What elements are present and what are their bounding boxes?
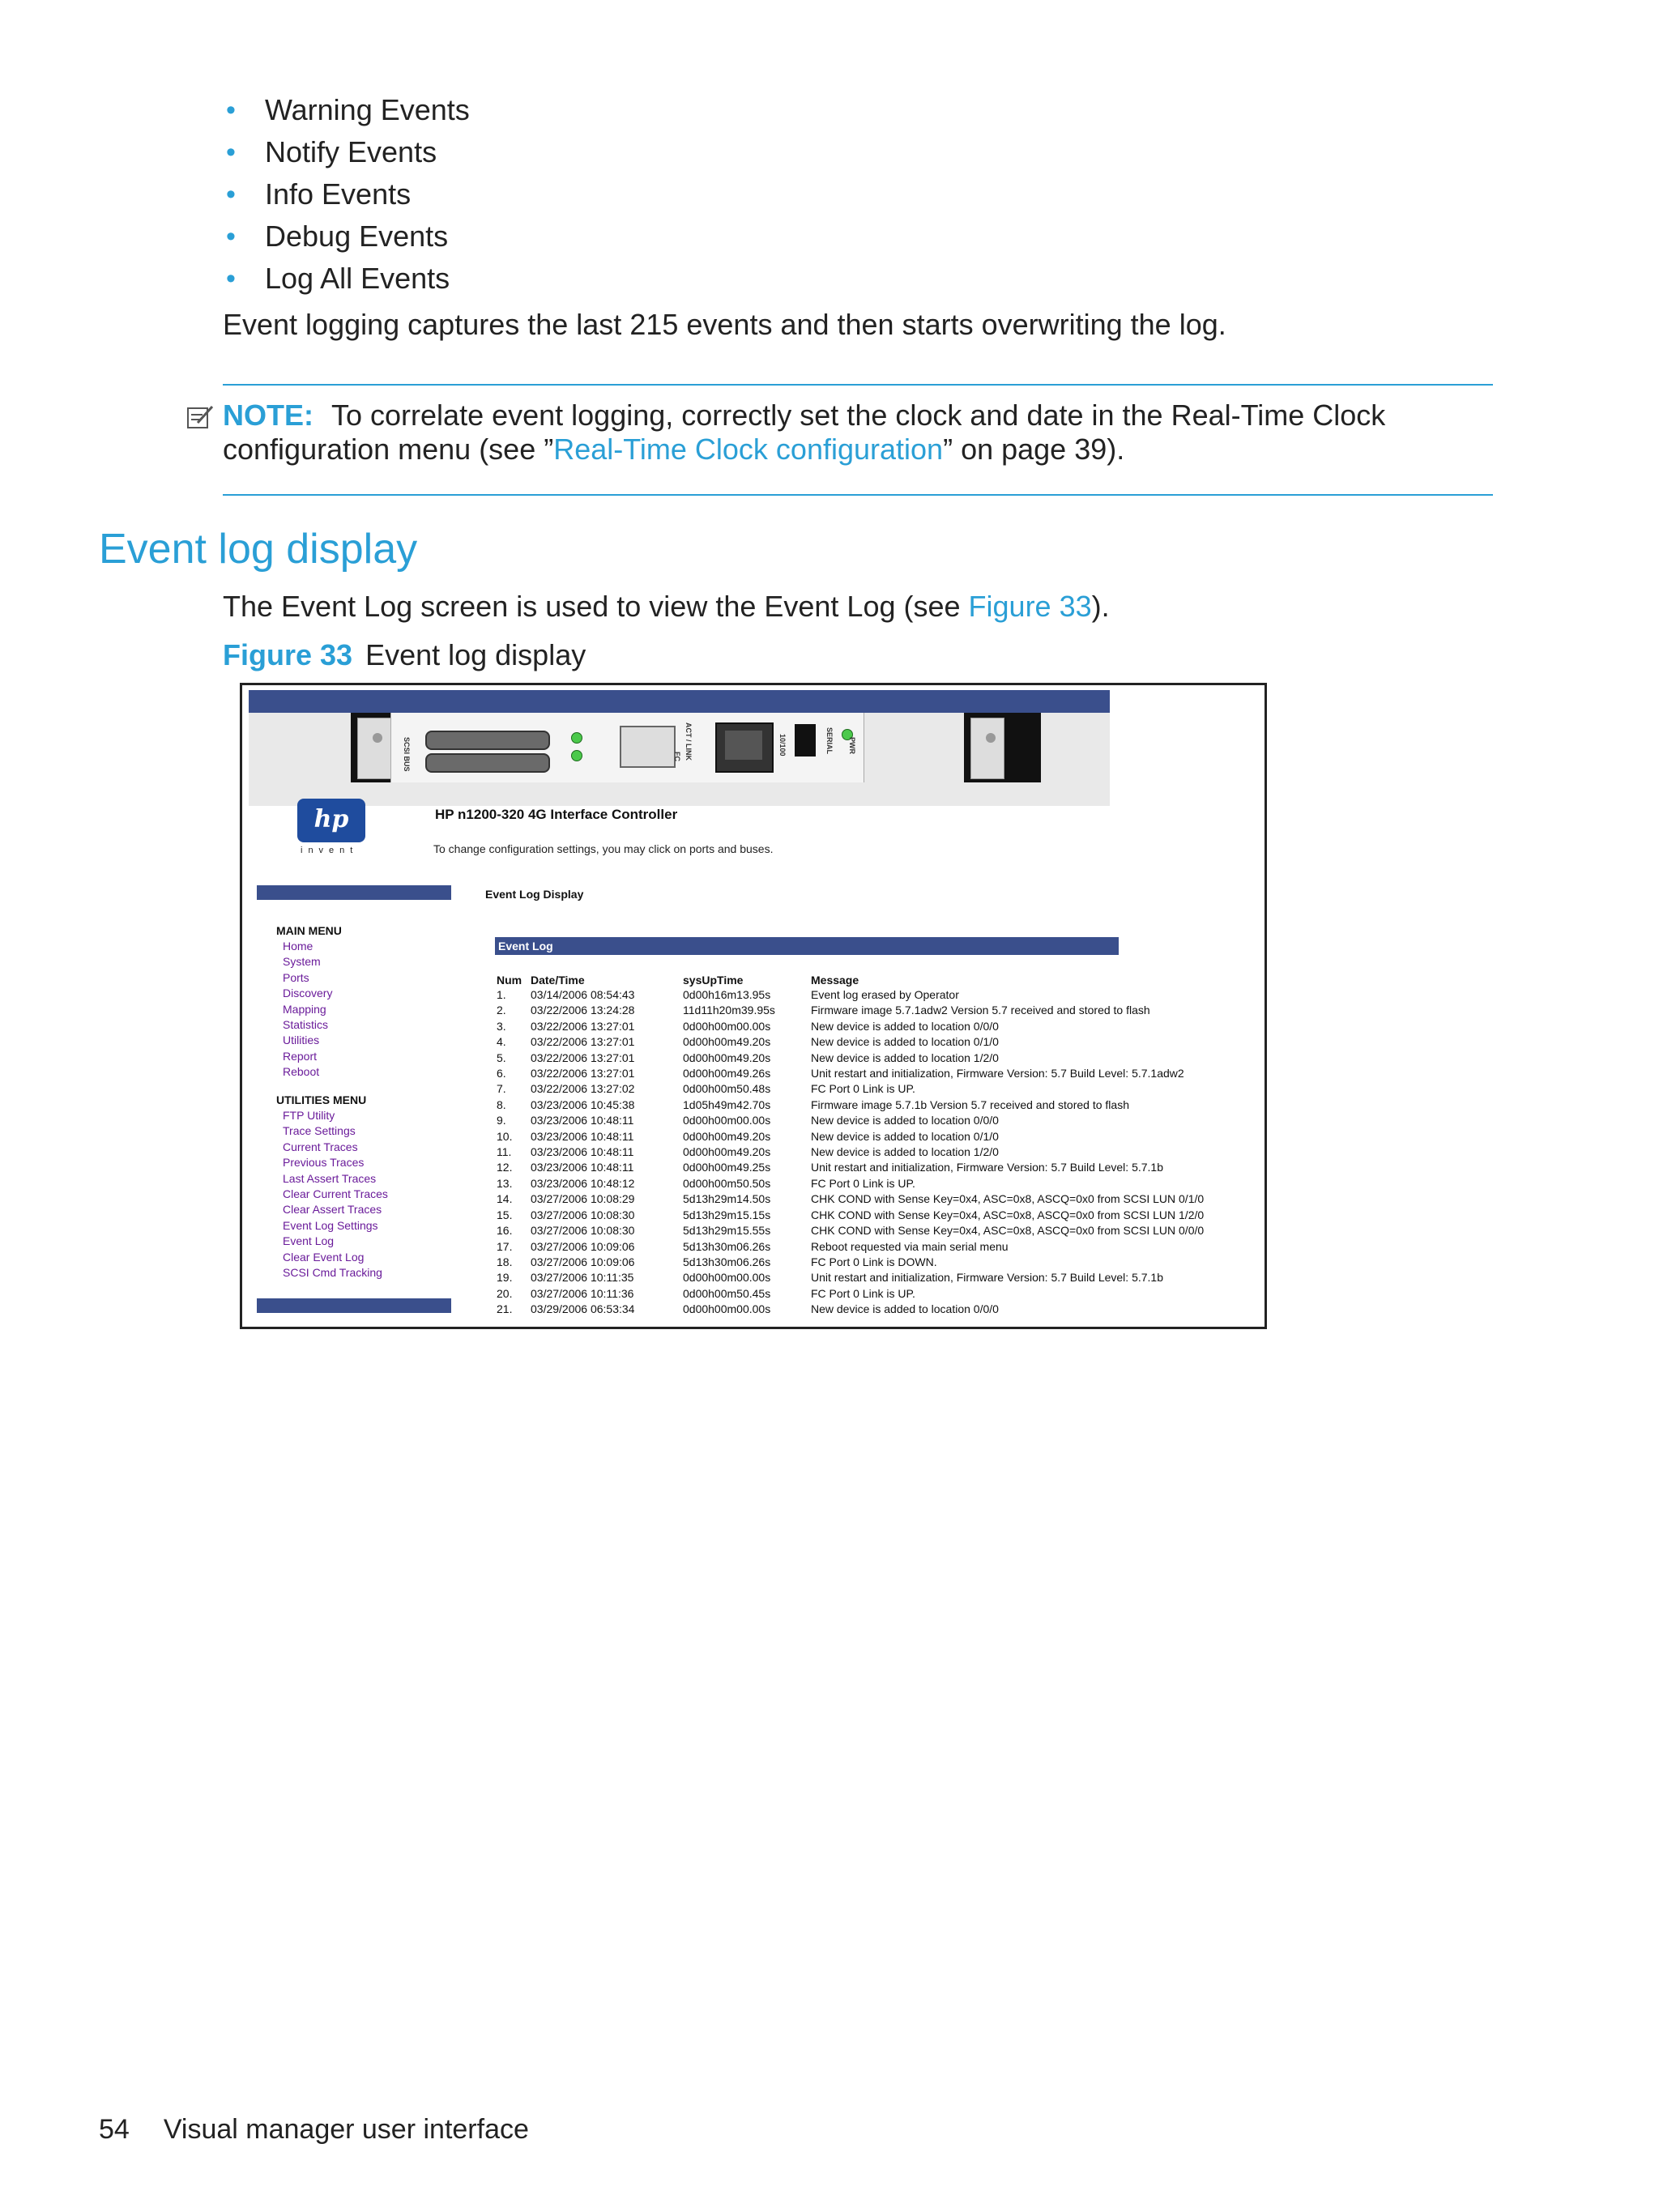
cell-num: 10.: [497, 1129, 513, 1143]
cell-num: 5.: [497, 1051, 506, 1064]
event-log-screenshot: [240, 683, 1267, 1329]
page-footer: [99, 2114, 529, 2146]
cell-sysuptime: 5d13h29m14.50s: [683, 1192, 771, 1206]
note-label: NOTE:: [223, 399, 313, 432]
cell-date-time: 03/22/2006 13:27:02: [531, 1082, 635, 1096]
sidebar-item-event-log-settings[interactable]: Event Log Settings: [283, 1218, 378, 1232]
cell-message: Unit restart and initialization, Firmware Version: 5.7 Build Level: 5.7.1b: [811, 1161, 1163, 1174]
cell-num: 11.: [497, 1145, 512, 1159]
table-row: [497, 1097, 1204, 1113]
cell-date-time: 03/23/2006 10:48:11: [531, 1161, 634, 1174]
cell-date-time: 03/27/2006 10:08:30: [531, 1208, 635, 1221]
list-item: • Debug Events: [223, 215, 470, 258]
list-item: • Warning Events: [223, 89, 470, 131]
sidebar-top-bar: [257, 885, 451, 900]
sidebar-item-system[interactable]: System: [283, 955, 321, 969]
sidebar-bottom-bar: [257, 1298, 451, 1313]
scsi-bus-1-connector[interactable]: [425, 753, 550, 773]
cell-date-time: 03/23/2006 10:48:11: [531, 1145, 634, 1159]
table-row: [497, 1019, 1204, 1034]
scsi-bus-label: SCSI BUS: [403, 737, 411, 772]
cell-num: 19.: [497, 1271, 513, 1285]
sidebar-item-discovery[interactable]: Discovery: [283, 987, 333, 1000]
figure-caption: [223, 638, 586, 672]
column-header-message: Message: [811, 973, 859, 987]
cell-num: 16.: [497, 1224, 513, 1238]
real-time-clock-link[interactable]: Real-Time Clock configuration: [553, 433, 944, 466]
list-item: • Info Events: [223, 173, 470, 215]
serial-port-connector[interactable]: [795, 724, 816, 757]
cell-date-time: 03/27/2006 10:11:35: [531, 1271, 634, 1285]
cell-num: 3.: [497, 1019, 506, 1033]
bullet-icon: •: [226, 95, 236, 126]
fc-port-connector[interactable]: [620, 726, 676, 768]
page-label: Event Log Display: [485, 888, 584, 901]
sidebar-item-clear-current-traces[interactable]: Clear Current Traces: [283, 1187, 388, 1200]
fc-label: FC: [673, 752, 681, 761]
column-header-sysuptime: sysUpTime: [683, 973, 744, 987]
cell-num: 15.: [497, 1208, 513, 1221]
cell-sysuptime: 0d00h00m49.20s: [683, 1035, 771, 1049]
utilities-menu: [283, 1108, 388, 1281]
cell-sysuptime: 11d11h20m39.95s: [683, 1004, 775, 1017]
ethernet-speed-label: 10/100: [778, 734, 787, 757]
controller-faceplate: [390, 713, 864, 782]
device-panel-image[interactable]: [249, 713, 1110, 806]
sidebar-item-event-log[interactable]: Event Log: [283, 1234, 335, 1248]
cell-message: Reboot requested via main serial menu: [811, 1239, 1009, 1253]
cell-num: 17.: [497, 1239, 513, 1253]
bullet-icon: •: [226, 221, 236, 252]
sidebar-item-ports[interactable]: Ports: [283, 970, 309, 984]
table-row: [497, 1302, 1204, 1317]
sidebar-item-clear-event-log[interactable]: Clear Event Log: [283, 1250, 365, 1264]
cell-date-time: 03/27/2006 10:08:29: [531, 1192, 635, 1206]
sidebar-item-mapping[interactable]: Mapping: [283, 1002, 326, 1016]
sidebar-item-scsi-cmd-tracking[interactable]: SCSI Cmd Tracking: [283, 1265, 382, 1279]
cell-date-time: 03/27/2006 10:08:30: [531, 1224, 635, 1238]
sidebar-item-trace-settings[interactable]: Trace Settings: [283, 1124, 356, 1138]
cell-message: FC Port 0 Link is UP.: [811, 1286, 915, 1300]
table-row: [497, 1034, 1204, 1050]
right-blank-slot: [964, 713, 1041, 782]
table-row: [497, 1066, 1204, 1081]
figure-33-link[interactable]: Figure 33: [968, 590, 1092, 623]
cell-message: Unit restart and initialization, Firmware Version: 5.7 Build Level: 5.7.1b: [811, 1271, 1163, 1285]
cell-message: New device is added to location 0/0/0: [811, 1302, 999, 1316]
cell-sysuptime: 5d13h29m15.55s: [683, 1224, 771, 1238]
sidebar-item-statistics[interactable]: Statistics: [283, 1017, 329, 1031]
note-pencil-icon: [186, 403, 215, 429]
cell-message: New device is added to location 1/2/0: [811, 1051, 999, 1064]
cell-message: New device is added to location 1/2/0: [811, 1145, 999, 1159]
table-row: [497, 1051, 1204, 1066]
cell-sysuptime: 0d00h00m50.48s: [683, 1082, 771, 1096]
cell-sysuptime: 0d00h00m49.20s: [683, 1145, 771, 1159]
cell-sysuptime: 0d00h00m49.25s: [683, 1161, 771, 1174]
event-level-list: [223, 89, 470, 300]
table-row: [497, 1113, 1204, 1128]
bullet-icon: •: [226, 179, 236, 210]
cell-num: 21.: [497, 1302, 513, 1316]
cell-num: 18.: [497, 1255, 513, 1268]
cell-num: 20.: [497, 1286, 513, 1300]
cell-message: FC Port 0 Link is UP.: [811, 1176, 915, 1190]
cell-date-time: 03/29/2006 06:53:34: [531, 1302, 635, 1316]
figure-title: Event log display: [365, 638, 586, 671]
table-row: [497, 1003, 1204, 1018]
cell-date-time: 03/27/2006 10:09:06: [531, 1239, 635, 1253]
note-top-rule: [223, 384, 1493, 386]
cell-message: New device is added to location 0/0/0: [811, 1019, 999, 1033]
cell-sysuptime: 0d00h00m50.45s: [683, 1286, 771, 1300]
browser-top-bar: [249, 690, 1110, 713]
cell-sysuptime: 0d00h00m00.00s: [683, 1302, 771, 1316]
cell-num: 6.: [497, 1067, 506, 1080]
cell-sysuptime: 0d00h00m50.50s: [683, 1176, 771, 1190]
hp-invent-tagline: invent: [301, 846, 359, 855]
sidebar-item-current-traces[interactable]: Current Traces: [283, 1140, 358, 1153]
cell-date-time: 03/22/2006 13:24:28: [531, 1004, 635, 1017]
table-row: [497, 1270, 1204, 1285]
table-row: [497, 987, 1204, 1003]
scsi-led-icon: [571, 750, 582, 761]
table-row: [497, 1208, 1204, 1223]
cell-num: 4.: [497, 1035, 506, 1049]
list-item: • Notify Events: [223, 131, 470, 173]
cell-date-time: 03/22/2006 13:27:01: [531, 1019, 635, 1033]
cell-sysuptime: 0d00h00m00.00s: [683, 1271, 771, 1285]
column-header-num: Num: [497, 973, 522, 987]
cell-date-time: 03/23/2006 10:48:12: [531, 1176, 635, 1190]
sidebar-item-reboot[interactable]: Reboot: [283, 1065, 320, 1079]
cell-message: Firmware image 5.7.1adw2 Version 5.7 received and stored to flash: [811, 1004, 1150, 1017]
cell-message: New device is added to location 0/1/0: [811, 1035, 999, 1049]
intro-paragraph: Event logging captures the last 215 events and then starts overwriting the log.: [223, 308, 1226, 341]
cell-num: 8.: [497, 1097, 506, 1111]
sidebar-item-previous-traces[interactable]: Previous Traces: [283, 1156, 365, 1170]
cell-date-time: 03/23/2006 10:48:11: [531, 1129, 634, 1143]
page-number: 54: [99, 2114, 130, 2145]
cell-message: FC Port 0 Link is UP.: [811, 1082, 915, 1096]
cell-message: New device is added to location 0/0/0: [811, 1114, 999, 1127]
cell-message: New device is added to location 0/1/0: [811, 1129, 999, 1143]
note-text: NOTE: To correlate event logging, correctly set the clock and date in the Real-Time Clock configuration menu (see ”Real-Time Clock configuration” on page 39).: [223, 399, 1386, 466]
utilities-menu-heading: UTILITIES MENU: [276, 1093, 367, 1106]
table-row: [497, 1081, 1204, 1097]
cell-num: 14.: [497, 1192, 513, 1206]
cell-message: Event log erased by Operator: [811, 988, 959, 1001]
sidebar-item-utilities[interactable]: Utilities: [283, 1034, 320, 1047]
table-row: [497, 1286, 1204, 1302]
list-item: • Log All Events: [223, 258, 470, 300]
cell-message: Unit restart and initialization, Firmware Version: 5.7 Build Level: 5.7.1adw2: [811, 1067, 1184, 1080]
cell-message: CHK COND with Sense Key=0x4, ASC=0x8, ASCQ=0x0 from SCSI LUN 0/0/0: [811, 1224, 1205, 1238]
cell-num: 9.: [497, 1114, 506, 1127]
app-title: HP n1200-320 4G Interface Controller: [435, 807, 678, 822]
cell-sysuptime: 0d00h00m49.20s: [683, 1129, 771, 1143]
power-label: PWR: [848, 737, 856, 754]
table-row: [497, 1176, 1204, 1191]
bullet-icon: •: [226, 263, 236, 294]
table-row: [497, 1144, 1204, 1160]
table-row: [497, 1239, 1204, 1255]
cell-sysuptime: 0d00h00m49.26s: [683, 1067, 771, 1080]
cell-num: 12.: [497, 1161, 513, 1174]
sidebar-item-clear-assert-traces[interactable]: Clear Assert Traces: [283, 1203, 382, 1217]
cell-date-time: 03/22/2006 13:27:01: [531, 1051, 635, 1064]
scsi-led-icon: [571, 732, 582, 744]
cell-num: 1.: [497, 988, 506, 1001]
cell-sysuptime: 1d05h49m42.70s: [683, 1097, 771, 1111]
cell-sysuptime: 5d13h30m06.26s: [683, 1239, 771, 1253]
app-subtitle: To change configuration settings, you may click on ports and buses.: [433, 842, 774, 855]
table-row: [497, 1160, 1204, 1175]
main-menu: [283, 939, 332, 1080]
ethernet-port-connector[interactable]: [715, 722, 774, 773]
chapter-title: Visual manager user interface: [163, 2114, 529, 2145]
cell-message: CHK COND with Sense Key=0x4, ASC=0x8, ASCQ=0x0 from SCSI LUN 0/1/0: [811, 1192, 1205, 1206]
cell-num: 2.: [497, 1004, 506, 1017]
sidebar-item-home[interactable]: Home: [283, 940, 313, 953]
section-title: Event log display: [99, 526, 418, 573]
table-row: [497, 1129, 1204, 1144]
table-row: [497, 1223, 1204, 1238]
event-log-rows: [497, 987, 1204, 1318]
serial-label: SERIAL: [825, 727, 834, 755]
cell-date-time: 03/22/2006 13:27:01: [531, 1067, 635, 1080]
cell-message: Firmware image 5.7.1b Version 5.7 received and stored to flash: [811, 1097, 1129, 1111]
column-header-date-time: Date/Time: [531, 973, 585, 987]
cell-date-time: 03/22/2006 13:27:01: [531, 1035, 635, 1049]
event-log-header-bar: Event Log: [495, 937, 1119, 955]
table-row: [497, 1191, 1204, 1207]
bullet-icon: •: [226, 137, 236, 168]
cell-sysuptime: 0d00h00m00.00s: [683, 1019, 771, 1033]
table-header-row: [497, 972, 1204, 987]
sidebar-item-last-assert-traces[interactable]: Last Assert Traces: [283, 1171, 377, 1185]
scsi-bus-0-connector[interactable]: [425, 731, 550, 750]
sidebar-item-ftp-utility[interactable]: FTP Utility: [283, 1109, 335, 1122]
cell-date-time: 03/23/2006 10:45:38: [531, 1097, 635, 1111]
cell-date-time: 03/23/2006 10:48:11: [531, 1114, 634, 1127]
cell-message: FC Port 0 Link is DOWN.: [811, 1255, 937, 1268]
table-row: [497, 1255, 1204, 1270]
cell-sysuptime: 0d00h00m49.20s: [683, 1051, 771, 1064]
cell-num: 13.: [497, 1176, 513, 1190]
main-menu-heading: MAIN MENU: [276, 924, 342, 937]
cell-sysuptime: 0d00h00m00.00s: [683, 1114, 771, 1127]
cell-num: 7.: [497, 1082, 506, 1096]
sidebar-item-report[interactable]: Report: [283, 1049, 318, 1063]
cell-sysuptime: 0d00h16m13.95s: [683, 988, 771, 1001]
note-bottom-rule: [223, 494, 1493, 496]
event-log-table: [497, 972, 1204, 1318]
cell-date-time: 03/14/2006 08:54:43: [531, 988, 635, 1001]
cell-date-time: 03/27/2006 10:09:06: [531, 1255, 635, 1268]
cell-sysuptime: 5d13h29m15.15s: [683, 1208, 771, 1221]
hp-logo: hp: [297, 799, 365, 842]
section-paragraph: The Event Log screen is used to view the Event Log (see Figure 33).: [223, 590, 1110, 623]
act-link-label: ACT / LINK: [684, 722, 693, 761]
cell-message: CHK COND with Sense Key=0x4, ASC=0x8, ASCQ=0x0 from SCSI LUN 1/2/0: [811, 1208, 1205, 1221]
cell-sysuptime: 5d13h30m06.26s: [683, 1255, 771, 1268]
cell-date-time: 03/27/2006 10:11:36: [531, 1286, 634, 1300]
figure-number: Figure 33: [223, 638, 353, 671]
